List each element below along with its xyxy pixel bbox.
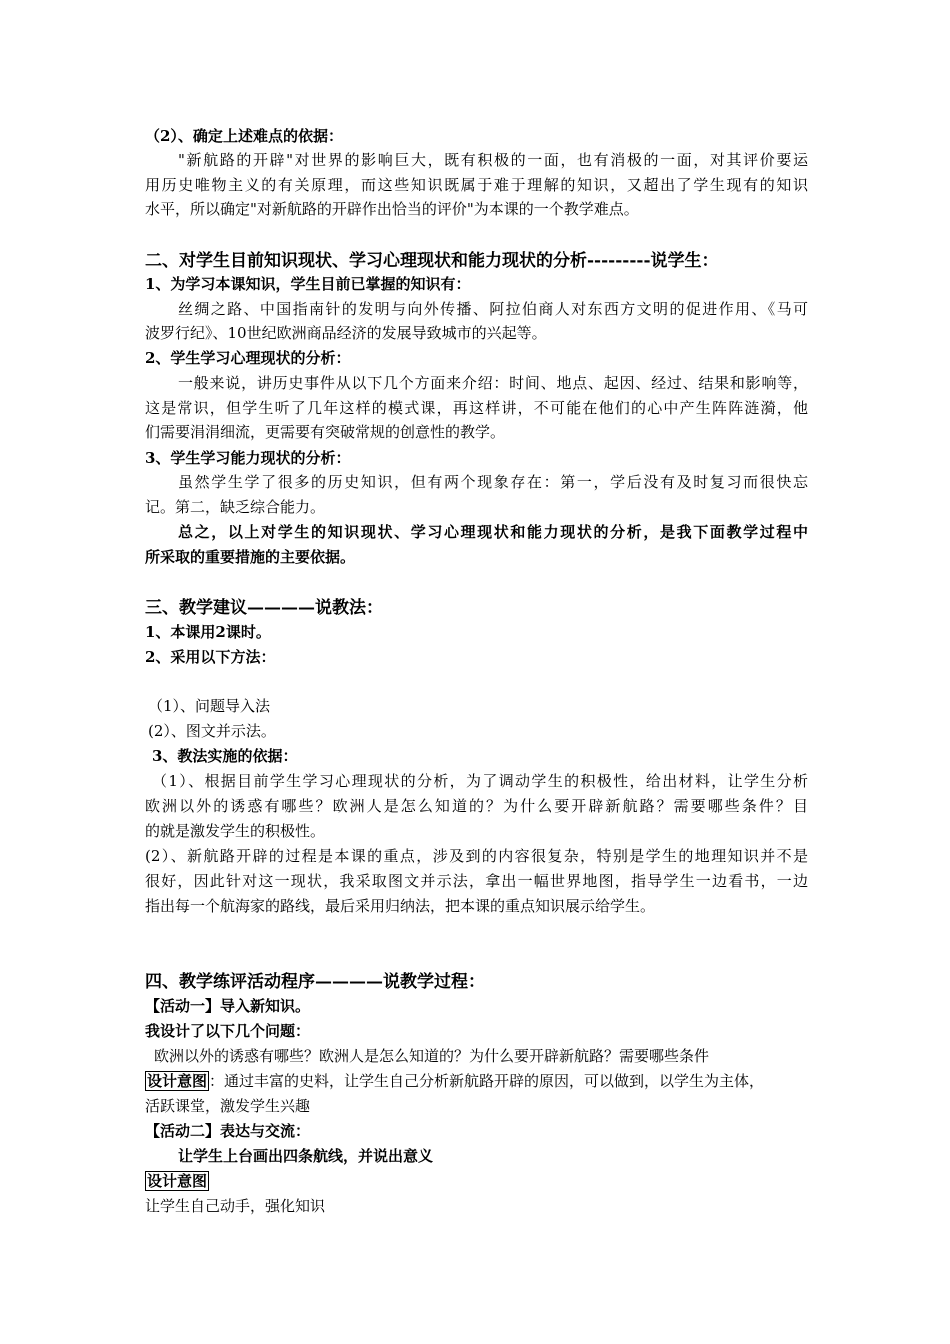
subheading-method-basis: 3、教法实施的依据：	[152, 747, 298, 765]
subheading-3: 3、学生学习能力现状的分析：	[145, 449, 351, 467]
activity-2-task: 让学生上台画出四条航线，并说出意义	[178, 1147, 434, 1165]
paragraph-line: 指出每一个航海家的路线，最后采用归纳法，把本课的重点知识展示给学生。	[145, 897, 656, 915]
section-heading-4: 四、教学练评活动程序————说教学过程：	[145, 972, 485, 992]
paragraph-line: 水平，所以确定"对新航路的开辟作出恰当的评价"为本课的一个教学难点。	[145, 200, 639, 218]
paragraph-line: 波罗行纪》、10世纪欧洲商品经济的发展导致城市的兴起等。	[145, 324, 547, 342]
design-intent-text: ：通过丰富的史料，让学生自己分析新航路开辟的原因，可以做到，以学生为主体，	[209, 1072, 765, 1090]
design-intent-label: 设计意图	[147, 1072, 208, 1090]
paragraph-line: 虽然学生学了很多的历史知识，但有两个现象存在：第一，学后没有及时复习而很快忘	[178, 473, 808, 491]
subheading-1: 1、为学习本课知识，学生目前已掌握的知识有：	[145, 275, 471, 293]
method-1: （1）、问题导入法	[148, 697, 271, 715]
paragraph-line: 丝绸之路、中国指南针的发明与向外传播、阿拉伯商人对东西方文明的促进作用、《马可	[178, 300, 808, 318]
paragraph-line: 这是常识，但学生听了几年这样的模式课，再这样讲，不可能在他们的心中产生阵阵涟漪，他	[145, 399, 808, 417]
section-heading-3: 三、教学建议————说教法：	[145, 598, 383, 618]
paragraph-line: 欧洲以外的诱惑有哪些？欧洲人是怎么知道的？为什么要开辟新航路？需要哪些条件？目	[145, 797, 808, 815]
subheading-difficulty-basis: （2）、确定上述难点的依据：	[145, 127, 343, 145]
summary-line: 所采取的重要措施的主要依据。	[145, 548, 356, 566]
paragraph-line: 一般来说，讲历史事件从以下几个方面来介绍：时间、地点、起因、经过、结果和影响等，	[178, 374, 808, 392]
paragraph-line: (2）、新航路开辟的过程是本课的重点，涉及到的内容很复杂，特别是学生的地理知识并不是	[145, 847, 808, 865]
activity-1-intro: 我设计了以下几个问题：	[145, 1022, 311, 1040]
method-2: (2）、图文并示法。	[148, 722, 276, 740]
design-intent-line-2	[145, 1169, 209, 1193]
design-intent-label: 设计意图	[147, 1172, 208, 1190]
paragraph-line: 们需要涓涓细流，更需要有突破常规的创意性的教学。	[145, 423, 506, 441]
paragraph-line: （1）、根据目前学生学习心理现状的分析，为了调动学生的积极性，给出材料，让学生分析	[152, 772, 808, 790]
activity-1-heading: 【活动一】导入新知识。	[145, 997, 311, 1015]
item-hours: 1、本课用2课时。	[145, 623, 271, 641]
paragraph-line: 记。第二，缺乏综合能力。	[145, 498, 326, 516]
paragraph-line: 让学生自己动手，强化知识	[145, 1197, 326, 1215]
summary-line: 总之，以上对学生的知识现状、学习心理现状和能力现状的分析，是我下面教学过程中	[178, 523, 808, 541]
paragraph-line: 的就是激发学生的积极性。	[145, 822, 326, 840]
paragraph-line: 活跃课堂，激发学生兴趣	[145, 1097, 311, 1115]
paragraph-line: 很好，因此针对这一现状，我采取图文并示法，拿出一幅世界地图，指导学生一边看书，一边	[145, 872, 808, 890]
item-methods: 2、采用以下方法：	[145, 648, 276, 666]
paragraph-line: 用历史唯物主义的有关原理，而这些知识既属于难于理解的知识，又超出了学生现有的知识	[145, 176, 808, 194]
paragraph-line: "新航路的开辟"对世界的影响巨大，既有积极的一面，也有消极的一面，对其评价要运	[178, 151, 808, 169]
activity-2-heading: 【活动二】表达与交流：	[145, 1122, 311, 1140]
design-intent-line-1	[145, 1069, 764, 1093]
subheading-2: 2、学生学习心理现状的分析：	[145, 349, 351, 367]
section-heading-2: 二、对学生目前知识现状、学习心理现状和能力现状的分析---------说学生：	[145, 251, 719, 271]
activity-1-questions: 欧洲以外的诱惑有哪些？欧洲人是怎么知道的？为什么要开辟新航路？需要哪些条件	[154, 1047, 710, 1065]
